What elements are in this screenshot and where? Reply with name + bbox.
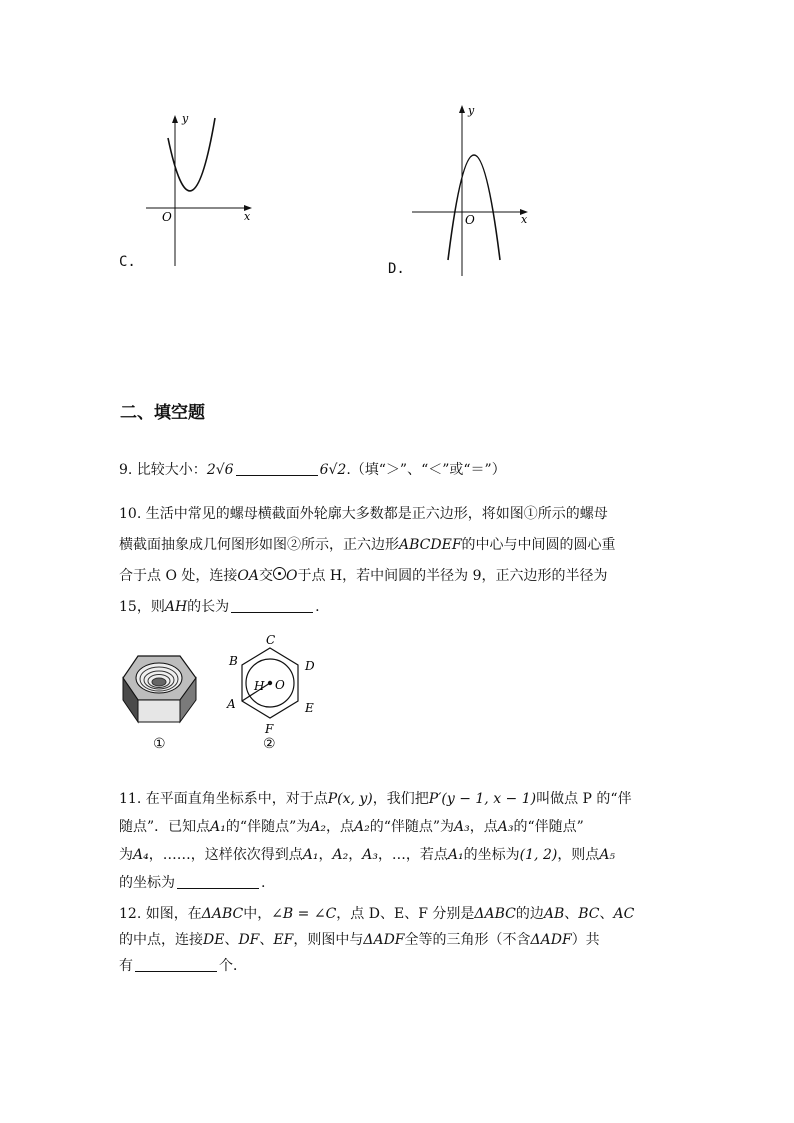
- q10-text: 15，则: [119, 599, 165, 615]
- nut-figure: [118, 648, 203, 728]
- q10-text: 的长为: [187, 599, 230, 615]
- q12-text: 全等的三角形（不含: [404, 932, 531, 948]
- q9-right-expr: 6√2: [319, 462, 347, 478]
- answer-blank[interactable]: [236, 461, 318, 476]
- origin-label: O: [465, 213, 475, 227]
- vertex-c-label: C: [266, 633, 276, 647]
- point-a2: A₂: [310, 819, 326, 835]
- q12-text: 的中点，连接: [119, 932, 203, 948]
- q11-text: 的坐标为: [119, 875, 175, 891]
- figure-2-caption: ②: [263, 736, 276, 752]
- question-10: [119, 499, 679, 623]
- question-9: [119, 455, 679, 485]
- q9-suffix: .（填“＞”、“＜”或“＝”）: [346, 462, 506, 478]
- triangle-adf: ΔADF: [363, 932, 405, 948]
- y-axis-label: y: [182, 112, 189, 125]
- q11-text: ，则点: [557, 847, 600, 863]
- circle-center: O: [285, 568, 298, 584]
- point-a3: A₃: [362, 847, 378, 863]
- triangle-abc: ΔABC: [474, 906, 516, 922]
- q11-text: ，…，若点: [377, 847, 448, 863]
- separator: 、: [564, 906, 579, 922]
- q10-text: 合于点 O 处，连接: [119, 568, 238, 584]
- separator: 、: [224, 932, 239, 948]
- separator: 、: [259, 932, 274, 948]
- vertex-d-label: D: [305, 659, 315, 673]
- q12-text: ，点 D、E、F 分别是: [336, 906, 475, 922]
- hexagon-figure: [224, 632, 324, 740]
- graph-c: [140, 108, 260, 268]
- point-p: P(x, y): [327, 791, 373, 807]
- point-a4: A₄: [133, 847, 149, 863]
- q11-text: 的坐标为: [463, 847, 520, 863]
- segment-ef: EF: [273, 932, 294, 948]
- answer-blank[interactable]: [177, 874, 259, 889]
- point-a1: A₁: [302, 847, 319, 863]
- side-bc: BC: [578, 906, 600, 922]
- q11-text: ，: [348, 847, 363, 863]
- q12-text: 的边: [515, 906, 544, 922]
- option-d-label: D.: [388, 261, 405, 277]
- point-a5: A₅: [599, 847, 616, 863]
- segment-ah: AH: [164, 599, 188, 615]
- q9-left-expr: 2√6: [206, 462, 234, 478]
- q10-text: 于点 H，若中间圆的半径为 9，正六边形的半径为: [297, 568, 608, 584]
- vertex-f-label: F: [265, 722, 274, 736]
- q11-text: .: [261, 875, 266, 891]
- hexagon-name: ABCDEF: [399, 537, 462, 553]
- q11-text: 的“伴随点”为: [369, 819, 455, 835]
- y-axis-label: y: [468, 104, 475, 117]
- figure-1-caption: ①: [153, 736, 166, 752]
- q10-text: 交: [258, 568, 273, 584]
- point-o-label: O: [275, 678, 285, 692]
- side-ac: AC: [613, 906, 635, 922]
- q11-text: 随点”．已知点: [119, 819, 211, 835]
- q11-text: 11. 在平面直角坐标系中，对于点: [119, 791, 328, 807]
- q11-text: 的“伴随点”为: [225, 819, 311, 835]
- q11-text: 叫做点 P 的“伴: [536, 791, 632, 807]
- triangle-abc: ΔABC: [201, 906, 244, 922]
- answer-blank[interactable]: [231, 598, 313, 613]
- answer-blank[interactable]: [135, 957, 217, 972]
- circle-symbol-icon: [273, 567, 286, 580]
- segment-de: DE: [203, 932, 225, 948]
- point-h-label: H: [254, 679, 265, 693]
- q12-text: 中，: [243, 906, 272, 922]
- point-a1: A₁: [210, 819, 226, 835]
- triangle-adf: ΔADF: [530, 932, 572, 948]
- q11-text: ，……，这样依次得到点: [148, 847, 303, 863]
- q9-prefix: 9. 比较大小：: [119, 462, 207, 478]
- question-11: [119, 785, 679, 897]
- option-c-label: C.: [119, 254, 136, 270]
- segment-oa: OA: [237, 568, 259, 584]
- q12-text: 12. 如图，在: [119, 906, 202, 922]
- point-a3: A₃: [454, 819, 470, 835]
- q11-text: 为: [119, 847, 133, 863]
- x-axis-label: x: [244, 210, 251, 223]
- point-a2: A₂: [332, 847, 349, 863]
- q12-text: ）共: [571, 932, 600, 948]
- q11-text: ，: [318, 847, 333, 863]
- q10-line-1: 10. 生活中常见的螺母横截面外轮廓大多数都是正六边形，将如图①所示的螺母: [119, 506, 608, 522]
- segment-df: DF: [238, 932, 260, 948]
- q12-text: ，则图中与: [293, 932, 364, 948]
- angle-equation: ∠B = ∠C: [271, 906, 337, 922]
- point-a2: A₂: [353, 819, 370, 835]
- vertex-b-label: B: [229, 654, 238, 668]
- q10-text: .: [315, 599, 320, 615]
- q12-text: 个．: [219, 958, 247, 974]
- question-12: [119, 901, 679, 979]
- q11-text: ，点: [469, 819, 498, 835]
- q11-text: ，点: [325, 819, 354, 835]
- q11-text: ，我们把: [372, 791, 429, 807]
- point-a3: A₃: [497, 819, 514, 835]
- q12-text: 有: [119, 958, 133, 974]
- origin-label: O: [162, 210, 172, 224]
- q10-text: 横截面抽象成几何图形如图②所示，正六边形: [119, 537, 399, 553]
- point-p-prime: P′(y − 1, x − 1): [428, 791, 537, 807]
- point-a1: A₁: [447, 847, 464, 863]
- section-title: 二、填空题: [120, 403, 205, 423]
- separator: 、: [599, 906, 614, 922]
- q10-text: 的中心与中间圆的圆心重: [461, 537, 616, 553]
- x-axis-label: x: [521, 213, 528, 226]
- side-ab: AB: [543, 906, 565, 922]
- vertex-a-label: A: [227, 697, 236, 711]
- graph-d: [408, 100, 538, 280]
- coordinate-value: (1, 2): [519, 847, 558, 863]
- vertex-e-label: E: [305, 701, 314, 715]
- q11-text: 的“伴随点”: [513, 819, 584, 835]
